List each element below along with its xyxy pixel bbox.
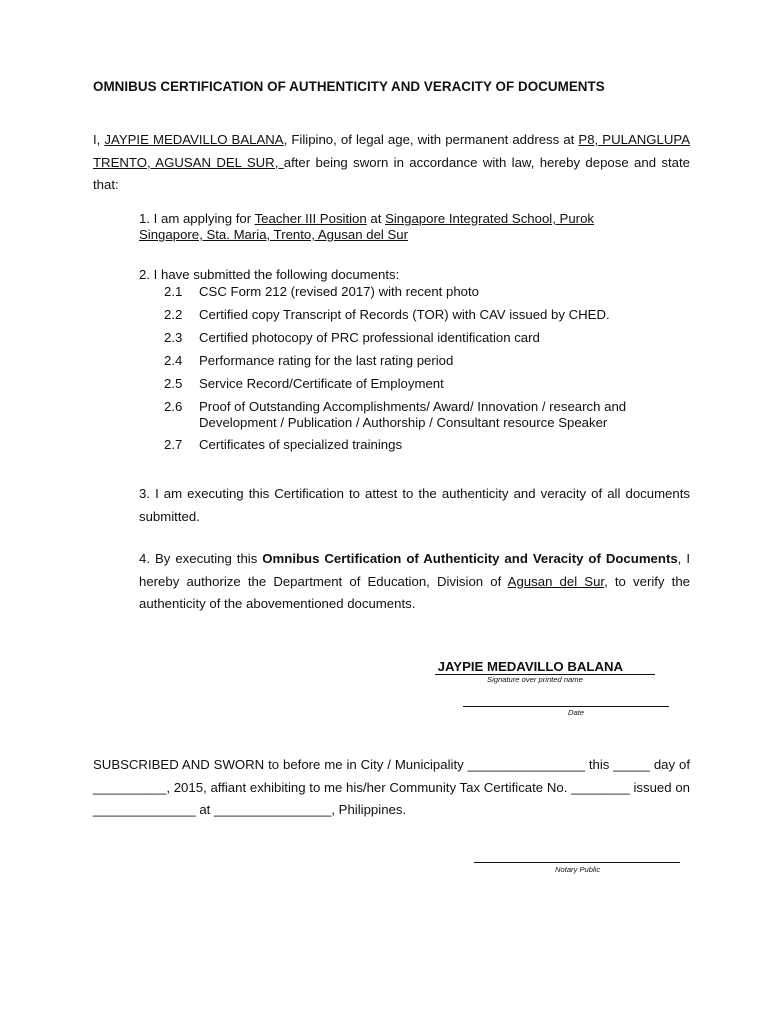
item-1-mid: at <box>366 211 386 226</box>
list-item-number: 2.4 <box>164 353 183 368</box>
list-item-text: Service Record/Certificate of Employment <box>199 376 444 391</box>
document-list-item <box>164 284 664 300</box>
document-title: OMNIBUS CERTIFICATION OF AUTHENTICITY AND VERACITY OF DOCUMENTS <box>93 79 605 94</box>
intro-text-3: after being sworn in accordance with law, hereby depose and state that: <box>93 154 690 192</box>
notary-signature-line <box>474 862 680 863</box>
document-list-item <box>164 353 664 369</box>
list-item-number: 2.2 <box>164 307 183 322</box>
notary-caption: Notary Public <box>555 865 601 874</box>
item-3-attestation: 3. I am executing this Certification to attest to the authenticity and veracity of all documents submitted. <box>139 486 690 524</box>
list-item-number: 2.3 <box>164 330 183 345</box>
list-item-number: 2.1 <box>164 284 183 299</box>
intro-text-1: I, <box>93 132 105 147</box>
list-item-text: Certified photocopy of PRC professional identification card <box>199 330 540 345</box>
school-name: Singapore Integrated School, Purok Singapore, Sta. Maria, Trento, Agusan del Sur <box>139 211 595 242</box>
permanent-address: P8, PULANGLUPA TRENTO, AGUSAN DEL SUR, <box>93 132 690 170</box>
applied-position: Teacher III Position <box>254 211 367 226</box>
document-list-item <box>164 437 664 453</box>
intro-paragraph <box>93 129 690 197</box>
list-item-text: Certified copy Transcript of Records (TOR) with CAV issued by CHED. <box>199 307 610 322</box>
item-4-text-3: , to verify the authenticity of the abovementioned documents. <box>139 573 690 611</box>
list-item-text: Performance rating for the last rating period <box>199 353 454 368</box>
jurat-paragraph: SUBSCRIBED AND SWORN to before me in City / Municipality ________________ this _____ day of __________, 2015, affiant exhibiting to me his/her Community Tax Certificate No. ________ issued on ______________ at ________________, Philippines. <box>93 757 690 817</box>
list-item-number: 2.6 <box>164 399 183 414</box>
signature-printed-name <box>435 659 675 675</box>
signatory-name: JAYPIE MEDAVILLO BALANA <box>437 659 624 674</box>
certification-name: Omnibus Certification of Authenticity and Veracity of Documents <box>262 551 678 566</box>
date-line <box>463 706 669 707</box>
intro-text-2: , Filipino, of legal age, with permanent address at <box>283 132 579 147</box>
document-list-item <box>164 376 664 392</box>
item-4-text-1: 4. By executing this <box>139 551 263 566</box>
list-item-text: Proof of Outstanding Accomplishments/ Award/ Innovation / research and Development / Publication / Authorship / Consultant resource Speaker <box>199 399 627 430</box>
list-item-number: 2.5 <box>164 376 183 391</box>
document-list-item <box>164 330 664 346</box>
item-4-authorization <box>139 548 690 616</box>
item-1-application <box>139 211 659 243</box>
item-1-prefix: 1. I am applying for <box>139 211 255 226</box>
item-4-text-2: , I hereby authorize the Department of Education, Division of <box>139 551 690 589</box>
date-caption: Date <box>568 708 585 717</box>
list-item-text: Certificates of specialized trainings <box>199 437 403 452</box>
list-item-text: CSC Form 212 (revised 2017) with recent photo <box>199 284 479 299</box>
division-name: Agusan del Sur <box>507 573 605 589</box>
item-2-lead: 2. I have submitted the following documents: <box>139 267 400 282</box>
affiant-name: JAYPIE MEDAVILLO BALANA <box>104 132 284 147</box>
list-item-number: 2.7 <box>164 437 183 452</box>
document-list-item <box>164 307 664 323</box>
signature-caption: Signature over printed name <box>487 675 583 684</box>
document-list-item <box>164 399 664 430</box>
